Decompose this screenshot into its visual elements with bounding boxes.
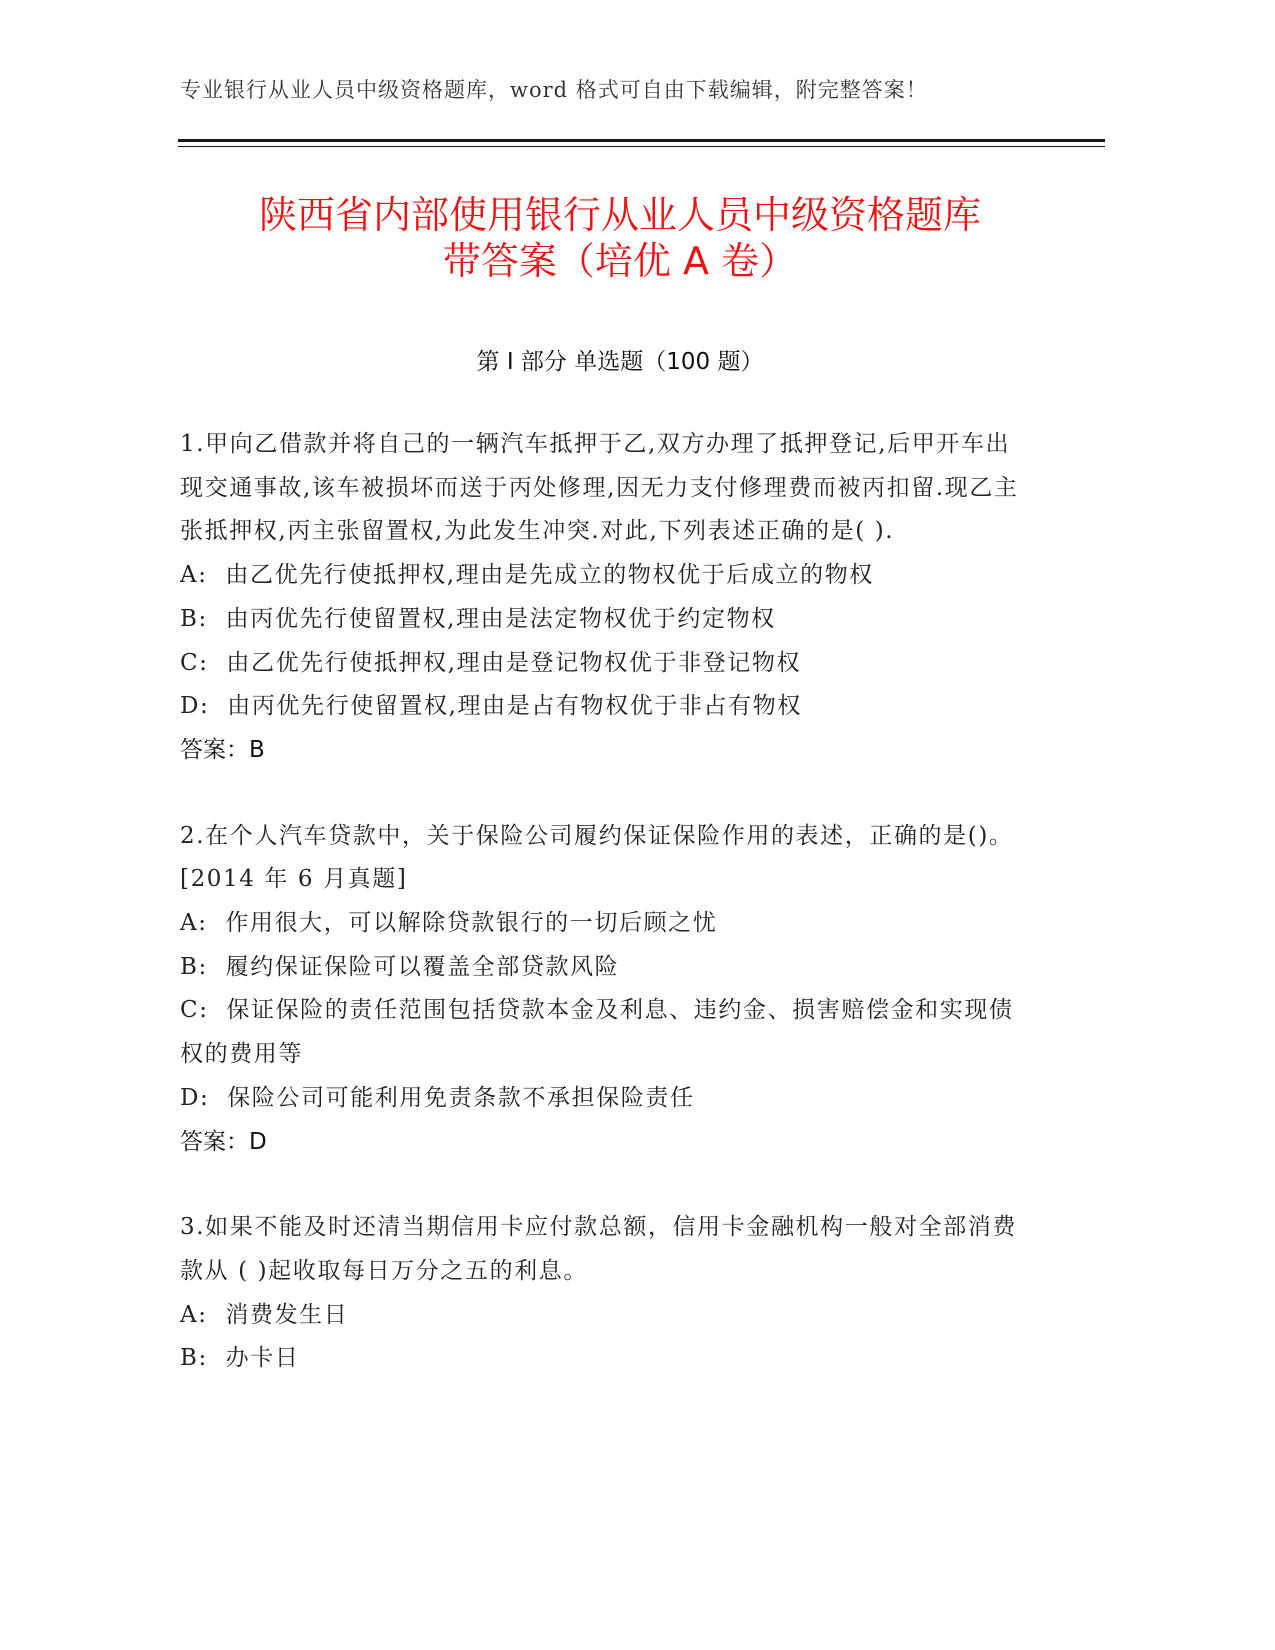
document-title-line-1: 陕西省内部使用银行从业人员中级资格题库 [258, 193, 981, 237]
header-note: 专业银行从业人员中级资格题库，word 格式可自由下载编辑，附完整答案！ [180, 78, 928, 102]
question-2 [180, 815, 1030, 1165]
option-d: D: 由丙优先行使留置权,理由是占有物权优于非占有物权 [180, 693, 802, 720]
option-b: B: 由丙优先行使留置权,理由是法定物权优于约定物权 [180, 605, 776, 632]
document-title [180, 192, 1060, 284]
option-a: A: 由乙优先行使抵押权,理由是先成立的物权优于后成立的物权 [180, 562, 874, 589]
option-a: A: 消费发生日 [180, 1301, 349, 1328]
question-text: 2.在个人汽车贷款中，关于保险公司履约保证保险作用的表述，正确的是()。[2014 年 6 月真题] [180, 822, 1014, 893]
answer: 答案：B [180, 736, 265, 763]
option-b: B: 办卡日 [180, 1345, 300, 1372]
option-c: C: 由乙优先行使抵押权,理由是登记物权优于非登记物权 [180, 649, 802, 676]
question-1 [180, 423, 1030, 773]
section-heading: 第 I 部分 单选题（100 题） [476, 349, 764, 375]
option-b: B: 履约保证保险可以覆盖全部贷款风险 [180, 953, 620, 980]
header-rule-thin [178, 146, 1105, 147]
question-text: 1.甲向乙借款并将自己的一辆汽车抵押于乙,双方办理了抵押登记,后甲开车出现交通事故,该车被损坏而送于丙处修理,因无力支付修理费而被丙扣留.现乙主张抵押权,丙主张留置权,为此发生冲突.对此,下列表述正确的是( ). [180, 431, 1019, 545]
option-c: C: 保证保险的责任范围包括贷款本金及利息、违约金、损害赔偿金和实现债权的费用等 [180, 997, 1014, 1068]
question-text: 3.如果不能及时还清当期信用卡应付款总额，信用卡金融机构一般对全部消费款从 ( )起收取每日万分之五的利息。 [180, 1214, 1017, 1284]
answer: 答案：D [180, 1128, 267, 1155]
option-d: D: 保险公司可能利用免责条款不承担保险责任 [180, 1084, 695, 1111]
question-list [180, 423, 1030, 1423]
question-3 [180, 1206, 1030, 1381]
option-a: A: 作用很大，可以解除贷款银行的一切后顾之忧 [180, 910, 718, 937]
header-rule-thick [178, 139, 1105, 142]
document-title-line-2: 带答案（培优 A 卷） [442, 239, 798, 283]
